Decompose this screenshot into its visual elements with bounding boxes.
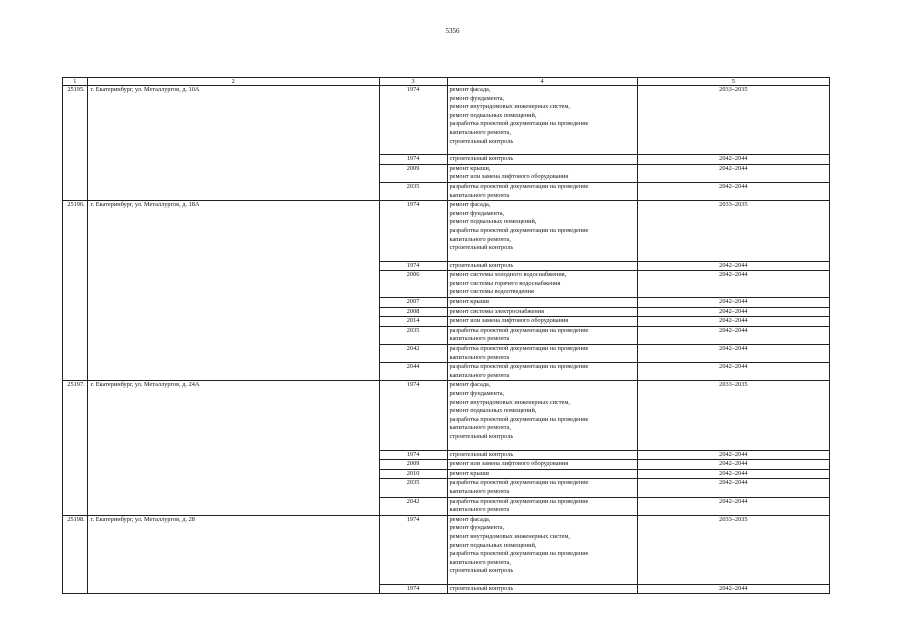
works-cell [447, 515, 637, 584]
work-item: ремонт внутридомовых инженерных систем, [449, 532, 570, 540]
work-item: разработка проектной документации на проведение [449, 497, 589, 505]
year-cell: 2042 [379, 497, 447, 515]
work-item: ремонт фасада, [449, 86, 491, 93]
year-cell: 1974 [379, 450, 447, 460]
capital-repair-table [62, 77, 830, 594]
work-item: капитального ремонта [449, 487, 510, 495]
year-cell: 1974 [379, 155, 447, 165]
work-item: ремонт фундамента, [449, 209, 505, 217]
work-item: строительный контроль [449, 432, 514, 440]
period-cell: 2042–2044 [637, 460, 829, 470]
table-row [63, 86, 830, 155]
works-cell [447, 164, 637, 182]
year-cell: 1974 [379, 201, 447, 262]
year-cell: 1974 [379, 584, 447, 594]
period-cell: 2042–2044 [637, 307, 829, 317]
work-item: строительный контроль [449, 244, 514, 252]
work-item: ремонт подвальных помещений, [449, 407, 537, 415]
year-cell: 1974 [379, 261, 447, 271]
works-cell [447, 317, 637, 327]
works-cell [447, 345, 637, 363]
works-cell [447, 182, 637, 200]
period-cell: 2042–2044 [637, 155, 829, 165]
work-item: разработка проектной документации на проведение [449, 182, 589, 190]
period-cell: 2042–2044 [637, 469, 829, 479]
work-item: разработка проектной документации на проведение [449, 226, 589, 234]
period-cell: 2042–2044 [637, 317, 829, 327]
period-cell: 2033–2035 [637, 201, 829, 262]
period-cell: 2042–2044 [637, 326, 829, 344]
works-cell [447, 201, 637, 262]
year-cell: 2008 [379, 307, 447, 317]
period-cell: 2042–2044 [637, 182, 829, 200]
building-number: 25197. [63, 381, 88, 515]
work-item: ремонт подвальных помещений, [449, 111, 537, 119]
work-item: ремонт крыши [449, 298, 489, 306]
year-cell: 2010 [379, 469, 447, 479]
column-header: 1 [63, 78, 88, 86]
work-item: разработка проектной документации на проведение [449, 363, 589, 371]
work-item: разработка проектной документации на проведение [449, 550, 589, 558]
year-cell: 2007 [379, 298, 447, 308]
work-item: разработка проектной документации на проведение [449, 479, 589, 487]
year-cell: 1974 [379, 381, 447, 450]
year-cell: 2035 [379, 326, 447, 344]
page-number: 5356 [445, 27, 460, 35]
work-item: капитального ремонта [449, 506, 510, 514]
work-item: ремонт системы горячего водоснабжения [449, 279, 561, 287]
year-cell: 2009 [379, 164, 447, 182]
column-header: 3 [379, 78, 447, 86]
column-header: 5 [637, 78, 829, 86]
work-item: разработка проектной документации на проведение [449, 326, 589, 334]
work-item: ремонт подвальных помещений, [449, 218, 537, 226]
period-cell: 2042–2044 [637, 298, 829, 308]
works-cell [447, 497, 637, 515]
work-item: ремонт системы холодного водоснабжения, [449, 271, 567, 279]
work-item: ремонт внутридомовых инженерных систем, [449, 103, 570, 111]
period-cell: 2042–2044 [637, 479, 829, 497]
works-cell [447, 86, 637, 155]
period-cell: 2042–2044 [637, 261, 829, 271]
work-item: ремонт фасада, [449, 515, 491, 523]
year-cell: 2014 [379, 317, 447, 327]
work-item: разработка проектной документации на проведение [449, 415, 589, 423]
work-item: ремонт фундамента, [449, 390, 505, 397]
work-item: капитального ремонта [449, 353, 510, 361]
building-number: 25196. [63, 201, 88, 381]
year-cell: 2042 [379, 345, 447, 363]
work-item: ремонт внутридомовых инженерных систем, [449, 398, 570, 406]
building-address: г. Екатеринбург, ул. Металлургов, д. 18А [87, 201, 379, 381]
works-cell [447, 584, 637, 594]
work-item: капитального ремонта, [449, 424, 511, 432]
year-cell: 2035 [379, 182, 447, 200]
table-row [63, 381, 830, 450]
period-cell: 2042–2044 [637, 345, 829, 363]
work-item: ремонт крыши [449, 469, 489, 477]
works-cell [447, 261, 637, 271]
period-cell: 2042–2044 [637, 271, 829, 298]
table-header-row [63, 78, 830, 86]
work-item: капитального ремонта [449, 371, 510, 379]
table-row [63, 515, 830, 584]
work-item: строительный контроль [449, 137, 514, 145]
period-cell: 2042–2044 [637, 450, 829, 460]
column-header: 2 [87, 78, 379, 86]
works-cell [447, 307, 637, 317]
building-number: 25195. [63, 86, 88, 201]
work-item: ремонт фундамента, [449, 524, 505, 532]
works-cell [447, 479, 637, 497]
works-cell [447, 381, 637, 450]
year-cell: 1974 [379, 86, 447, 155]
work-item: строительный контроль [449, 567, 514, 575]
work-item: капитального ремонта [449, 335, 510, 343]
work-item: разработка проектной документации на проведение [449, 345, 589, 353]
work-item: ремонт фундамента, [449, 94, 505, 102]
work-item: строительный контроль [449, 155, 514, 163]
period-cell: 2042–2044 [637, 497, 829, 515]
year-cell: 2044 [379, 363, 447, 381]
work-item: ремонт системы электроснабжения [449, 307, 545, 315]
period-cell: 2033–2035 [637, 515, 829, 584]
work-item: ремонт или замена лифтового оборудования [449, 173, 569, 181]
work-item: капитального ремонта [449, 191, 510, 199]
work-item: ремонт или замена лифтового оборудования [449, 317, 569, 325]
work-item: ремонт фасада, [449, 381, 491, 389]
work-item: капитального ремонта, [449, 558, 511, 566]
works-cell [447, 326, 637, 344]
column-header: 4 [447, 78, 637, 86]
period-cell: 2042–2044 [637, 164, 829, 182]
work-item: ремонт фасада, [449, 201, 491, 209]
building-address: г. Екатеринбург, ул. Металлургов, д. 24А [87, 381, 379, 515]
works-cell [447, 298, 637, 308]
building-address: г. Екатеринбург, ул. Металлургов, д. 28 [87, 515, 379, 594]
works-cell [447, 271, 637, 298]
works-cell [447, 460, 637, 470]
building-number: 25198. [63, 515, 88, 594]
building-address: г. Екатеринбург, ул. Металлургов, д. 10А [87, 86, 379, 201]
works-cell [447, 469, 637, 479]
period-cell: 2033–2035 [637, 381, 829, 450]
work-item: капитального ремонта, [449, 128, 511, 136]
work-item: капитального ремонта, [449, 235, 511, 243]
year-cell: 2009 [379, 460, 447, 470]
work-item: строительный контроль [449, 261, 514, 269]
work-item: строительный контроль [449, 584, 514, 592]
works-cell [447, 450, 637, 460]
works-cell [447, 363, 637, 381]
period-cell: 2042–2044 [637, 584, 829, 594]
work-item: разработка проектной документации на проведение [449, 120, 589, 128]
period-cell: 2042–2044 [637, 363, 829, 381]
work-item: ремонт системы водоотведения [449, 288, 534, 296]
work-item: ремонт крыши, [449, 164, 491, 172]
works-cell [447, 155, 637, 165]
work-item: ремонт или замена лифтового оборудования [449, 460, 569, 468]
period-cell: 2033–2035 [637, 86, 829, 155]
year-cell: 2035 [379, 479, 447, 497]
year-cell: 1974 [379, 515, 447, 584]
year-cell: 2006 [379, 271, 447, 298]
work-item: строительный контроль [449, 450, 514, 458]
work-item: ремонт подвальных помещений, [449, 541, 537, 549]
table-row [63, 201, 830, 262]
